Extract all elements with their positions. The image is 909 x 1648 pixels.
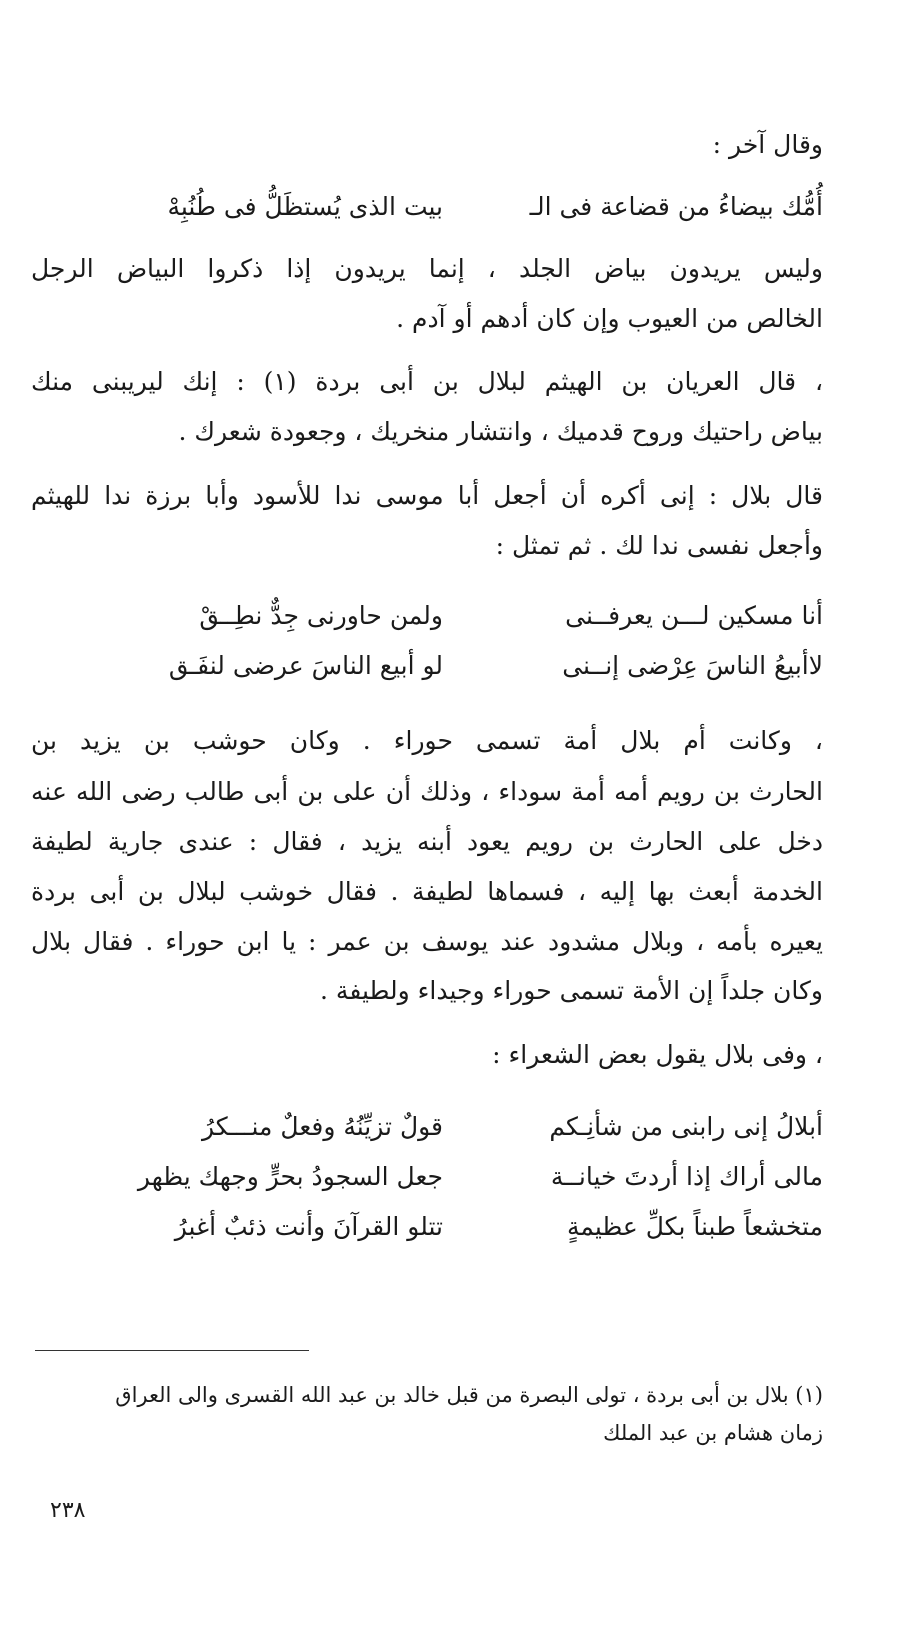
paragraph-line: ، وفى بلال يقول بعض الشعراء : — [492, 1040, 823, 1069]
verse-second-hemistich: تتلو القرآنَ وأنت ذئبٌ أغبرُ — [174, 1212, 443, 1241]
footnote-divider — [35, 1350, 309, 1351]
section-heading: وقال آخر : — [712, 130, 823, 159]
verse-line — [31, 1208, 823, 1246]
paragraph-line: دخل على الحارث بن رويم يعود أبنه يزيد ، فقال : عندى جارية لطيفة — [31, 827, 823, 856]
paragraph-line: الحارث بن رويم أمه أمة سوداء ، وذلك أن على بن أبى طالب رضى الله عنه — [31, 777, 823, 806]
verse-first-hemistich: أُمُّك بيضاءُ من قضاعة فى الـ — [529, 192, 823, 221]
footnote-line: زمان هشام بن عبد الملك — [603, 1421, 823, 1445]
paragraph-line: وليس يريدون بياض الجلد ، إنما يريدون إذا ذكروا البياض الرجل — [31, 254, 823, 283]
verse-line — [31, 597, 823, 635]
paragraph-line: ، قال العريان بن الهيثم لبلال بن أبى بردة (١) : إنك ليريبنى منك — [31, 367, 824, 396]
verse-line — [31, 1108, 823, 1146]
paragraph-line: بياض راحتيك وروح قدميك ، وانتشار منخريك ، وجعودة شعرك . — [178, 417, 823, 446]
verse-second-hemistich: قولٌ تزيِّنُهُ وفعلٌ منـــكرُ — [201, 1112, 443, 1141]
verse-first-hemistich: مالى أراك إذا أردتَ خيانــة — [550, 1162, 823, 1191]
verse-second-hemistich: جعل السجودُ بحرٍّ وجهك يظهر — [137, 1162, 443, 1191]
verse-second-hemistich: بيت الذى يُستظَلُّ فى طُنُبِهْ — [167, 192, 443, 221]
paragraph-line: ، وكانت أم بلال أمة تسمى حوراء . وكان حوشب بن يزيد بن — [31, 726, 823, 755]
footnote-line: (١) بلال بن أبى بردة ، تولى البصرة من قبل خالد بن عبد الله القسرى والى العراق — [115, 1383, 823, 1407]
verse-first-hemistich: أبلالُ إنى رابنى من شأنِـكم — [549, 1112, 823, 1141]
paragraph-line: الخالص من العيوب وإن كان أدهم أو آدم . — [396, 304, 823, 333]
verse-second-hemistich: لو أبيع الناسَ عرضى لنفَـق — [168, 651, 443, 680]
paragraph-line: يعيره بأمه ، وبلال مشدود عند يوسف بن عمر : يا ابن حوراء . فقال بلال — [31, 927, 823, 956]
verse-line — [31, 188, 823, 226]
paragraph-line: وأجعل نفسى ندا لك . ثم تمثل : — [495, 531, 823, 560]
verse-line — [31, 647, 823, 685]
page-number: ٢٣٨ — [50, 1498, 86, 1523]
verse-first-hemistich: لاأبيعُ الناسَ عِرْضى إنــنى — [562, 651, 823, 680]
paragraph-line: قال بلال : إنى أكره أن أجعل أبا موسى ندا للأسود وأبا برزة ندا للهيثم — [31, 481, 823, 510]
verse-first-hemistich: أنا مسكين لـــن يعرفــنى — [565, 601, 823, 630]
verse-second-hemistich: ولمن حاورنى جِدٌّ نطِــقْ — [199, 601, 443, 630]
paragraph-line: الخدمة أبعث بها إليه ، فسماها لطيفة . فقال خوشب لبلال بن أبى بردة — [31, 877, 823, 906]
paragraph-line: وكان جلداً إن الأمة تسمى حوراء وجيداء ولطيفة . — [320, 976, 823, 1005]
verse-first-hemistich: متخشعاً طبناً بكلِّ عظيمةٍ — [566, 1212, 823, 1241]
verse-line — [31, 1158, 823, 1196]
